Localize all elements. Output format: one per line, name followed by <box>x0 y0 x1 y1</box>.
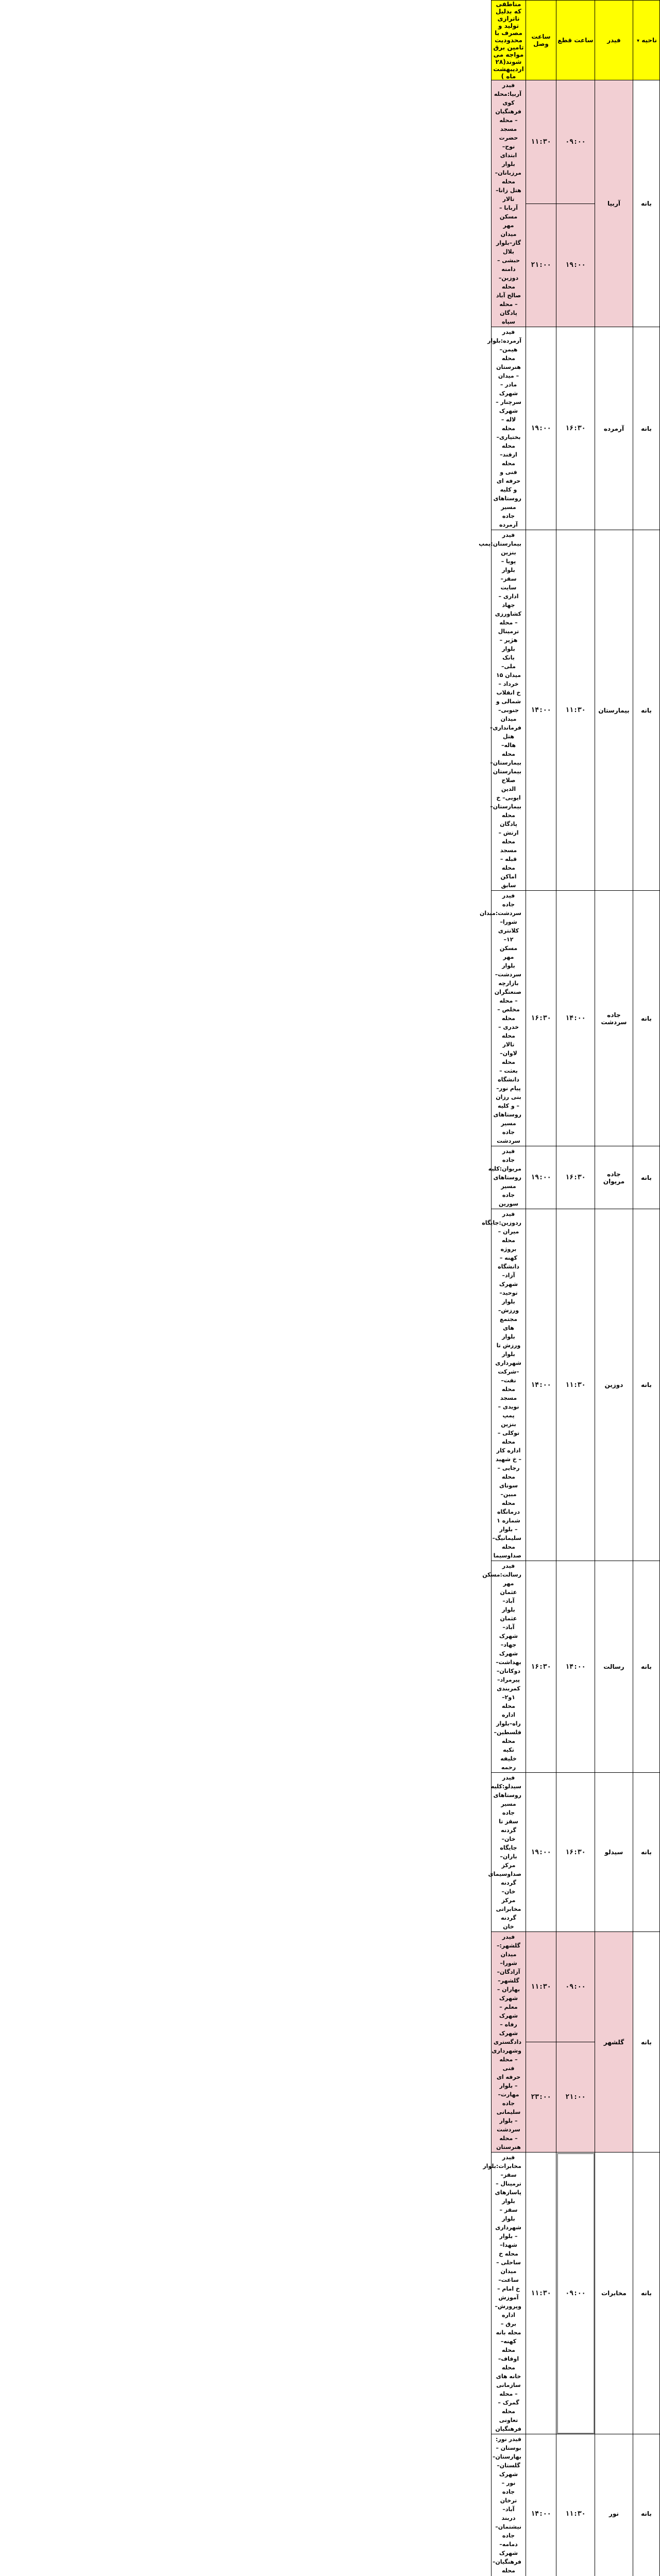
cut-time-cell: ۱۱:۳۰ <box>556 530 595 891</box>
connect-time-cell: ۲۳:۰۰ <box>526 2042 556 2153</box>
table-row-second-slot <box>1 204 660 327</box>
area-cell: بانه <box>633 1209 660 1561</box>
feeder-cell: رسالت <box>595 1561 633 1773</box>
cut-time-cell: ۱۹:۰۰ <box>556 204 595 327</box>
description-cell: فیدر گلشهر:–میدان شورا– آزادگان– گلشهر– بهاران – شهرک معلم – شهرک رفاه – شهرک دادگستری وشهرداری – محله فنی حرفه ای – بلوار مهارت– جاده سلیمانی – بلوار سردشت – محله هنرستان <box>492 1932 526 2153</box>
feeder-cell: سیدلو <box>595 1773 633 1932</box>
area-cell: بانه <box>633 1932 660 2153</box>
cut-time-cell: ۱۴:۰۰ <box>556 1561 595 1773</box>
area-cell: بانه <box>633 530 660 891</box>
feeder-cell: مخابرات <box>595 2153 633 2434</box>
connect-time-cell: ۱۱:۳۰ <box>526 2153 556 2434</box>
feeder-cell: جاده سردشت <box>595 891 633 1146</box>
feeder-cell: بیمارستان <box>595 530 633 891</box>
table-row <box>1 530 660 891</box>
connect-time-cell: ۱۶:۳۰ <box>526 1561 556 1773</box>
table-row <box>1 1209 660 1561</box>
description-cell: فیدر سیدلو:کلیه روستاهای مسیر جاده سقز تا گردنه خان–جایگاه باران– مرکز صداوسیمای گردنه خان– مرکز مخابراتی گردنه خان <box>492 1773 526 1932</box>
description-cell: فیدر رسالت:مسکن مهر عثمان آباد– بلوار عثمان آباد–شهرک جهاد–شهرک بهداشت–دوکانان–پیرمراد–کمربندی ۱و۲–محله اداره راه–بلوار فلسطین–محله تکیه خلیفه رحمه <box>492 1561 526 1773</box>
feeder-cell: نور <box>595 2434 633 2576</box>
connect-time-cell: ۱۹:۰۰ <box>526 1146 556 1209</box>
description-cell: فیدر نور: بوستان – بهارستان– گلستان– شهرک نور – جاده ترخان آباد– دربند نیشتمان– جاده دمامه– شهرک فرهنگیان–محله <box>492 2434 526 2576</box>
table-row <box>1 2434 660 2576</box>
connect-time-cell: ۱۹:۰۰ <box>526 1773 556 1932</box>
cut-time-cell: ۰۹:۰۰ <box>556 80 595 204</box>
description-cell: فیدر آرمرده:بلوار هیمن–محله هنرستان – میدان مادر – شهرک سرچنار – شهرک لاله – محله بختیاری–محله ارقند–محله فنی و حرفه ای و کلیه روستاهای مسیر جاده آرمرده <box>492 327 526 530</box>
connect-time-cell: ۱۴:۰۰ <box>526 530 556 891</box>
connect-time-cell: ۱۶:۳۰ <box>526 891 556 1146</box>
table-row <box>1 1146 660 1209</box>
area-cell: بانه <box>633 2153 660 2434</box>
description-cell: فیدر مخابرات:بلوار سقز– ترمینال – پاسازهای بلوار سقز – بلوار شهرداری – بلوار شهدا– محله خ ساحلی – میدان ساعت– خ امام – آموزش وپرورش– اداره برق – محله بانه کهنه– محله اوقاف– محله خانه های سازمانی – محله گمرک – محله تعاونی فرهنگیان <box>492 2153 526 2434</box>
table-row <box>1 327 660 530</box>
area-cell: بانه <box>633 891 660 1146</box>
cut-time-cell: ۱۶:۳۰ <box>556 327 595 530</box>
filter-dropdown-icon[interactable]: ▾ <box>637 38 639 44</box>
cut-time-cell: ۱۶:۳۰ <box>556 1773 595 1932</box>
feeder-cell: جاده مریوان <box>595 1146 633 1209</box>
connect-time-cell: ۱۹:۰۰ <box>526 327 556 530</box>
connect-time-cell: ۲۱:۰۰ <box>526 204 556 327</box>
connect-time-cell: ۱۴:۰۰ <box>526 2434 556 2576</box>
feeder-cell: آرمرده <box>595 327 633 530</box>
table-title: مناطقی که بدلیل ناترازی تولید و مصرف با محدودیت تامین برق مواجه می شوند(۲۸ اردیبهشت ماه ) <box>492 1 526 80</box>
cut-time-cell: ۱۶:۳۰ <box>556 1146 595 1209</box>
table-row <box>1 1561 660 1773</box>
cut-time-cell: ۱۴:۰۰ <box>556 891 595 1146</box>
connect-time-cell: ۱۱:۳۰ <box>526 1932 556 2042</box>
area-cell: بانه <box>633 327 660 530</box>
area-cell: بانه <box>633 1773 660 1932</box>
cut-time-cell: ۱۱:۳۰ <box>556 2434 595 2576</box>
description-cell: فیدر ردوزین:جایگاه میران – محله بروژه کهنه – دانشگاه آزاد– شهرک توحید– بلوار ورزش– مجتمع های بلوار ورزش تا بلوار شهرداری –شرکت نفت– محله مسجد نویدی – پمپ بنزین توکلی –محله اداره کار – خ شهید رجایی – محله سونای مبین– محله درمانگاه شماره ۱ – بلوار سلیمانیگ– محله صداوسیما <box>492 1209 526 1561</box>
cut-time-cell-selected[interactable]: ۰۹:۰۰ <box>556 2153 595 2434</box>
description-cell: فیدر بیمارستان:پمپ بنزین پویا – بلوار سقز– سایت اداری – جهاد کشاورزی – محله ترمینال هژیر – بلوار بانک ملی– میدان ۱۵ خرداد – خ انقلاب شمالی و جنوبی–میدان فرمانداری– هتل هاله– محله بیمارستان– بیمارستان صلاح الدین ایوبی– خ بیمارستان– محله پادگان ارتش – محله مسجد قبله – محله اماکن سابق <box>492 530 526 891</box>
feeder-column-header: فیدر <box>595 1 633 80</box>
table-row-second-slot <box>1 2042 660 2153</box>
table-row <box>1 80 660 204</box>
cut-time-column-header: ساعت قطع <box>556 1 595 80</box>
header-row <box>1 1 660 80</box>
feeder-cell: دوزین <box>595 1209 633 1561</box>
table-row <box>1 2153 660 2434</box>
description-cell: فیدر جاده سردشت:میدان شورا– کلانتری ۱۲–مسکن مهر بلوار سردشت–بازارچه صنعتگران – محله مخلص – محله خدری – محله تالار لاوان– محله بعثت – دانشگاه پیام نور–بنی رزان – و کلیه روستاهای مسیر جاده سردشت <box>492 891 526 1146</box>
feeder-cell: گلشهر <box>595 1932 633 2153</box>
cut-time-cell: ۱۱:۳۰ <box>556 1209 595 1561</box>
cut-time-cell: ۲۱:۰۰ <box>556 2042 595 2153</box>
description-cell: فیدر آربیا:محله کوی فرهنگیان – محله مسجد حضرت نوح–ابتدای بلوار مرزبانان–محله هتل زانا–تالار آربابا – مسکن مهر میدان گاز–بلوار بلال حبشی – دامنه دوزین– محله صالح آباد – محله پادگان سپاه <box>492 80 526 327</box>
area-cell: بانه <box>633 1146 660 1209</box>
connect-time-cell: ۱۴:۰۰ <box>526 1209 556 1561</box>
area-cell: بانه <box>633 1561 660 1773</box>
area-cell: بانه <box>633 80 660 327</box>
area-cell: بانه <box>633 2434 660 2576</box>
table-row <box>1 1932 660 2042</box>
connect-time-cell: ۱۱:۳۰ <box>526 80 556 204</box>
connect-time-column-header: ساعت وصل <box>526 1 556 80</box>
table-row <box>1 891 660 1146</box>
feeder-cell: آربیا <box>595 80 633 327</box>
table-row <box>1 1773 660 1932</box>
cut-time-cell: ۰۹:۰۰ <box>556 1932 595 2042</box>
area-column-header[interactable] <box>633 1 660 80</box>
area-header-label: ناحیه <box>641 37 657 44</box>
description-cell: فیدر جاده مریوان:کلیه روستاهای مسیر جاده سورین <box>492 1146 526 1209</box>
